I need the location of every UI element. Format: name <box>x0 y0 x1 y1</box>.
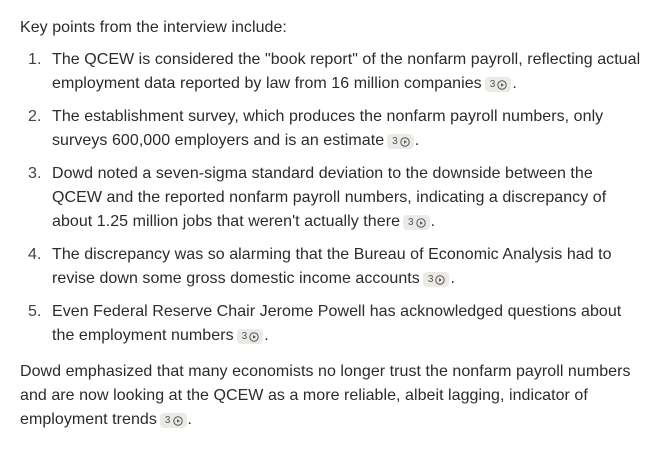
sentence-end: . <box>414 132 420 149</box>
list-item-number: 5. <box>28 303 42 320</box>
list-item-text: Dowd noted a seven-sigma standard deviation to the downside between the QCEW and the reported nonfarm payroll numbers, indicating a discrepancy of about 1.25 million jobs that weren't actually there <box>52 165 607 230</box>
sentence-end: . <box>430 213 436 230</box>
sentence-end: . <box>187 411 193 428</box>
citation-badge[interactable] <box>237 329 264 344</box>
list-item <box>20 48 647 96</box>
play-circle-icon <box>400 137 410 147</box>
citation-number: 3 <box>427 274 434 285</box>
list-item-number: 3. <box>28 165 42 182</box>
summary-paragraph <box>20 360 647 432</box>
list-item <box>20 162 647 234</box>
list-item <box>20 243 647 291</box>
play-circle-icon <box>249 332 259 342</box>
sentence-end: . <box>512 75 517 92</box>
citation-number: 3 <box>241 331 248 342</box>
play-circle-icon <box>497 80 507 90</box>
list-item-text: The establishment survey, which produces the nonfarm payroll numbers, only surveys 600,000 employers and is an estimate <box>52 108 604 149</box>
list-item <box>20 105 647 153</box>
list-item-text: The QCEW is considered the "book report" of the nonfarm payroll, reflecting actual employment data reported by law from 16 million companies <box>52 51 641 92</box>
citation-badge[interactable] <box>485 77 512 92</box>
citation-badge[interactable] <box>387 134 414 149</box>
citation-number: 3 <box>408 217 414 228</box>
play-circle-icon <box>435 275 445 285</box>
citation-number: 3 <box>164 415 171 426</box>
play-circle-icon <box>173 416 183 426</box>
citation-badge[interactable] <box>403 215 430 230</box>
list-item-number: 1. <box>28 51 42 68</box>
key-points-list <box>20 48 647 348</box>
citation-badge[interactable] <box>160 413 187 428</box>
summary-text: Dowd emphasized that many economists no longer trust the nonfarm payroll numbers and are now looking at the QCEW as a more reliable, albeit lagging, indicator of employment trends <box>20 363 631 428</box>
citation-number: 3 <box>489 79 496 90</box>
list-item <box>20 300 647 348</box>
list-item-number: 2. <box>28 108 42 125</box>
list-item-text: The discrepancy was so alarming that the Bureau of Economic Analysis had to revise down some gross domestic income accounts <box>52 246 612 287</box>
list-item-number: 4. <box>28 246 42 263</box>
sentence-end: . <box>264 327 269 344</box>
play-circle-icon <box>416 218 426 228</box>
citation-badge[interactable] <box>423 272 450 287</box>
list-item-text: Even Federal Reserve Chair Jerome Powell has acknowledged questions about the employment numbers <box>52 303 622 344</box>
intro-text: Key points from the interview include: <box>20 19 287 36</box>
sentence-end: . <box>450 270 455 287</box>
citation-number: 3 <box>392 136 398 147</box>
